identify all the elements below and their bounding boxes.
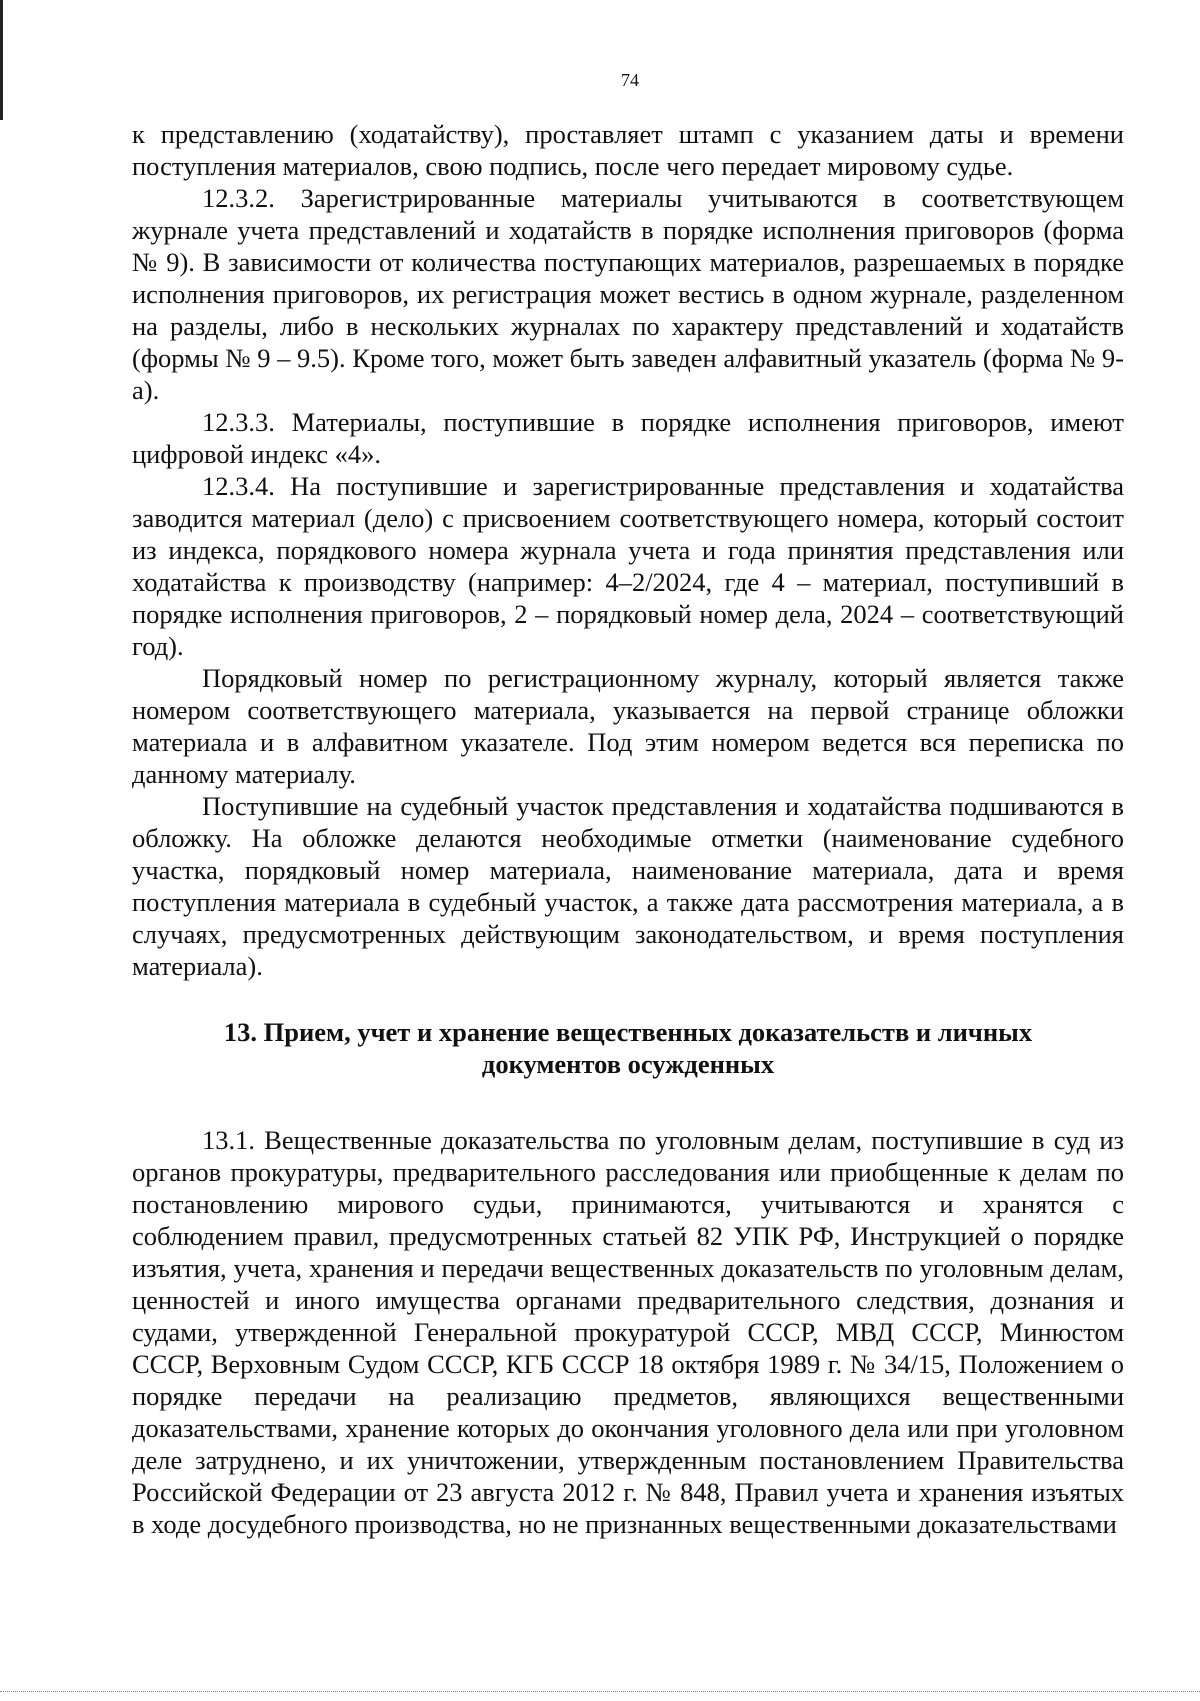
document-body <box>132 118 1124 1540</box>
paragraph-13-1: 13.1. Вещественные доказательства по уголовным делам, поступившие в суд из органов прокуратуры, предварительного расследования или приобщенные к делам по постановлению мирового судьи, принимаются, учитываются и хранятся с соблюдением правил, предусмотренных статьей 82 УПК РФ, Инструкцией о порядке изъятия, учета, хранения и передачи вещественных доказательств по уголовным делам, ценностей и иного имущества органами предварительного следствия, дознания и судами, утвержденной Генеральной прокуратурой СССР, МВД СССР, Минюстом СССР, Верховным Судом СССР, КГБ СССР 18 октября 1989 г. № 34/15, Положением о порядке передачи на реализацию предметов, являющихся вещественными доказательствами, хранение которых до окончания уголовного дела или при уголовном деле затруднено, и их уничтожении, утвержденным постановлением Правительства Российской Федерации от 23 августа 2012 г. № 848, Правил учета и хранения изъятых в ходе досудебного производства, но не признанных вещественными доказательствами <box>132 1125 1124 1539</box>
paragraph-12-3-4: 12.3.4. На поступившие и зарегистрированные представления и ходатайства заводится материал (дело) с присвоением соответствующего номера, который состоит из индекса, порядкового номера журнала учета и года принятия представления или ходатайства к производству (например: 4–2/2024, где 4 – материал, поступивший в порядке исполнения приговоров, 2 – порядковый номер дела, 2024 – соответствующий год). <box>132 471 1124 661</box>
section-heading-line1: 13. Прием, учет и хранение вещественных доказательств и личных <box>223 1017 1033 1047</box>
scan-bottom-edge <box>0 1691 1200 1693</box>
paragraph-12-3-3: 12.3.3. Материалы, поступившие в порядке исполнения приговоров, имеют цифровой индекс «4». <box>132 407 1124 469</box>
paragraph-12-3-2: 12.3.2. Зарегистрированные материалы учитываются в соответствующем журнале учета представлений и ходатайств в порядке исполнения приговоров (форма № 9). В зависимости от количества поступающих материалов, разрешаемых в порядке исполнения приговоров, их регистрация может вестись в одном журнале, разделенном на разделы, либо в нескольких журналах по характеру представлений и ходатайств (формы № 9 – 9.5). Кроме того, может быть заведен алфавитный указатель (форма № 9-а). <box>132 183 1124 405</box>
paragraph-cover-marks: Поступившие на судебный участок представления и ходатайства подшиваются в обложку. На обложке делаются необходимые отметки (наименование судебного участка, порядковый номер материала, наименование материала, дата и время поступления материала в судебный участок, а также дата рассмотрения материала, а в случаях, предусмотренных действующим законодательством, и время поступления материала). <box>132 791 1124 981</box>
paragraph-continuation: к представлению (ходатайству), проставляет штамп с указанием даты и времени поступления материалов, свою подпись, после чего передает мировому судье. <box>132 119 1124 181</box>
section-heading <box>132 1016 1124 1080</box>
page-number: 74 <box>621 70 639 90</box>
paragraph-registration-number: Порядковый номер по регистрационному журналу, который является также номером соответствующего материала, указывается на первой странице обложки материала и в алфавитном указателе. Под этим номером ведется вся переписка по данному материалу. <box>132 663 1124 789</box>
section-heading-line2: документов осужденных <box>481 1049 775 1079</box>
scan-left-edge <box>0 0 3 120</box>
